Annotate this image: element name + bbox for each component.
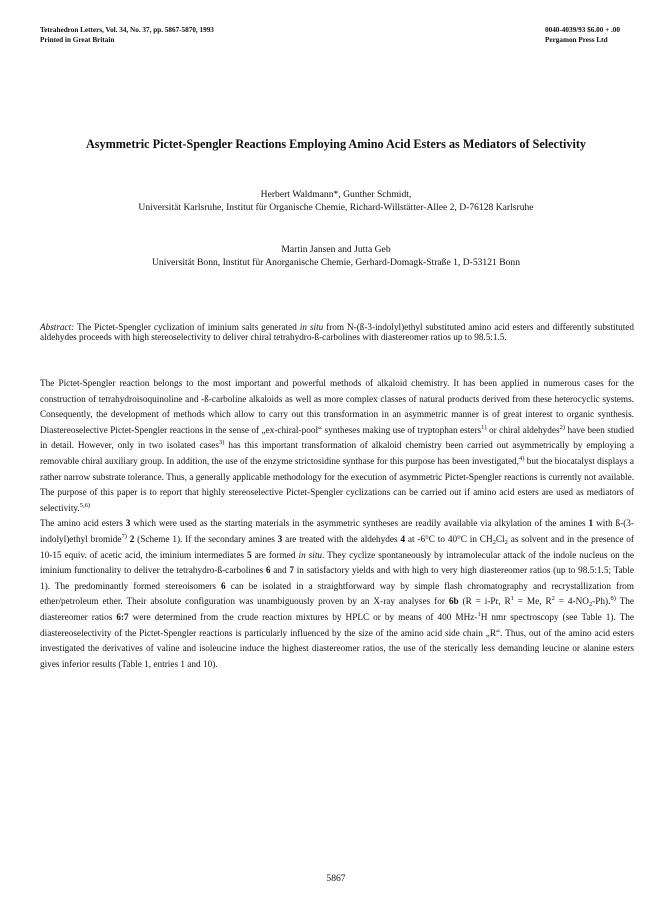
abstract-label: Abstract: [40,322,75,332]
text-run: Cl [495,534,505,545]
text-run: but the biocatalyst displays a rather narrow substrate tolerance. Thus, a generally applicable methodology for the execution of asymmetric Pictet-Spengler reactions is currently not available. The purpose of this paper is to report that highly stereoselective Pictet-Spengler cyclizations can be carried out if amino acid esters are used as mediators of selectivity. [40,456,634,514]
abstract-text: The Pictet-Spengler cyclization of iminium salts generated [74,322,300,332]
journal-header [40,25,214,45]
text-run: at -6°C to 40°C in CH [405,534,493,545]
text-run: can be isolated in a straightforward way by simple flash chromatography and recrystallization from ether/petroleum ether. Their absolute configuration was unambiguously proven by an X-ray analyses for [40,581,634,608]
compound-number: 3 [125,519,131,530]
printed-in: Printed in Great Britain [40,36,115,44]
compound-number: 4 [400,534,406,545]
text-run: = Me, R [513,597,552,608]
superscript: 1 [477,610,481,618]
text-run: H nmr spectroscopy (see Table 1). The diastereoselectivity of the Pictet-Spengler reactions is particularly influenced by the size of the amino acid side chain „R“. Thus, out of the amino acid esters investigated the derivatives of valine and isoleucine induce the highest diastereomer ratios, the use of the sterically less demanding leucine or alanine esters gives inferior results (Table 1, entries 1 and 10). [40,612,634,670]
text-run: The Pictet-Spengler reaction belongs to the most important and powerful methods of alkaloid chemistry. It has been applied in numerous cases for the construction of tetrahydroisoquinoline and -ß-carboline alkaloids as well as more complex classes of natural products derived from these heterocyclic systems. Consequently, the development of methods which allow to carry out this transformation in an asymmetric manner is of great interest to organic synthesis. Diastereoselective Pictet-Spengler reactions in the sense of „ex-chiral-pool“ syntheses making use of tryptophan esters [40,379,634,436]
publisher-name: Pergamon Press Ltd [545,36,608,44]
author-block-bonn [40,243,632,269]
text-run: are treated with the aldehydes [282,534,401,545]
subscript: 2 [492,538,496,546]
abstract-text: from N-(ß-3-indolyl)ethyl substituted amino acid esters and differently substituted aldehydes proceeds with high stereoselectivity to deliver chiral tetrahydro-ß-carbolines with diastereomer ratios up to 98.5:1.5. [40,322,634,342]
text-run: The amino acid esters [40,519,126,530]
author-affiliation: Universität Karlsruhe, Institut für Organische Chemie, Richard-Willstätter-Allee 2, D-76128 Karlsruhe [138,202,534,213]
paper-title: Asymmetric Pictet-Spengler Reactions Employing Amino Acid Esters as Mediators of Selectivity [85,137,587,151]
paragraph-intro [40,377,634,517]
text-run: or chiral aldehydes [486,425,560,436]
text-run: were determined from the crude reaction mixtures by HPLC or by means of 400 MHz- [128,612,478,623]
superscript: 2 [551,595,555,603]
compound-number: 6 [221,581,226,592]
text-run: in satisfactory yields and with high to very high diastereomer ratios (up to 98.5:1.5; Table 1). The predominantly formed stereoisomers [40,566,634,592]
reference-mark: 3) [219,439,225,447]
compound-number: 5 [246,550,252,561]
reference-mark: 4) [518,454,525,462]
compound-number: 6b [448,597,459,608]
text-run: have been studied in detail. However, only in two isolated cases [40,425,634,452]
author-names: Herbert Waldmann*, Gunther Schmidt, [260,189,412,200]
compound-number: 2 [129,534,135,545]
compound-number: 3 [277,534,283,545]
text-run: are formed [251,550,299,561]
text-run: . They cyclize spontaneously by intramolecular attack of the indole nucleus on the iminium functionality to deliver the tetrahydro-ß-carbolines [40,550,635,577]
text-run: and [270,566,290,577]
text-run: has this important transformation of alkaloid chemistry been carried out asymmetrically by employing a removable chiral auxiliary group. In addition, the use of the enzyme strictosidine synthase for this purpose has been investigated, [40,441,634,467]
text-run: -Ph). [592,597,611,608]
body-text [40,377,634,673]
paragraph-results [40,517,634,673]
text-run: The diastereomer ratios [40,597,634,623]
text-run: = 4-NO [554,597,589,608]
price-code: 0040-4039/93 $6.00 + .00 [545,26,620,34]
reference-mark: 1) [481,423,487,431]
superscript: 1 [510,595,514,603]
subscript: 2 [504,538,508,546]
page-number: 5867 [326,873,346,884]
reference-mark: 5,6) [79,501,91,509]
text-run: as solvent and in the presence of 10-15 equiv. of acetic acid, the iminium intermediates [40,534,635,561]
reference-mark: 8) [610,595,616,603]
reference-mark: 7) [121,532,127,540]
text-run: with ß-(3-indolyl)ethyl bromide [40,519,635,545]
author-names: Martin Jansen and Jutta Geb [281,244,391,255]
compound-number: 7 [289,566,294,577]
text-run: (Scheme 1). If the secondary amines [134,534,278,545]
reference-mark: 2) [559,423,566,431]
abstract [40,322,634,342]
text-run: which were used as the starting materials in the asymmetric syntheses are readily available via alkylation of the amines [130,519,589,530]
compound-number: 6 [265,566,271,577]
compound-number: 1 [588,519,594,530]
text-run: (R = i-Pr, R [458,597,511,608]
subscript: 2 [588,601,593,609]
journal-citation: Tetrahedron Letters, Vol. 34, No. 37, pp. 5867-5870, 1993 [40,26,214,34]
author-block-karlsruhe [40,188,632,214]
publisher-header [545,25,620,45]
abstract-in-situ: in situ [299,322,324,332]
author-affiliation: Universität Bonn, Institut für Anorganische Chemie, Gerhard-Domagk-Straße 1, D-53121 Bonn [151,257,521,268]
compound-number: 6:7 [116,612,129,623]
in-situ-italic: in situ [298,550,323,561]
